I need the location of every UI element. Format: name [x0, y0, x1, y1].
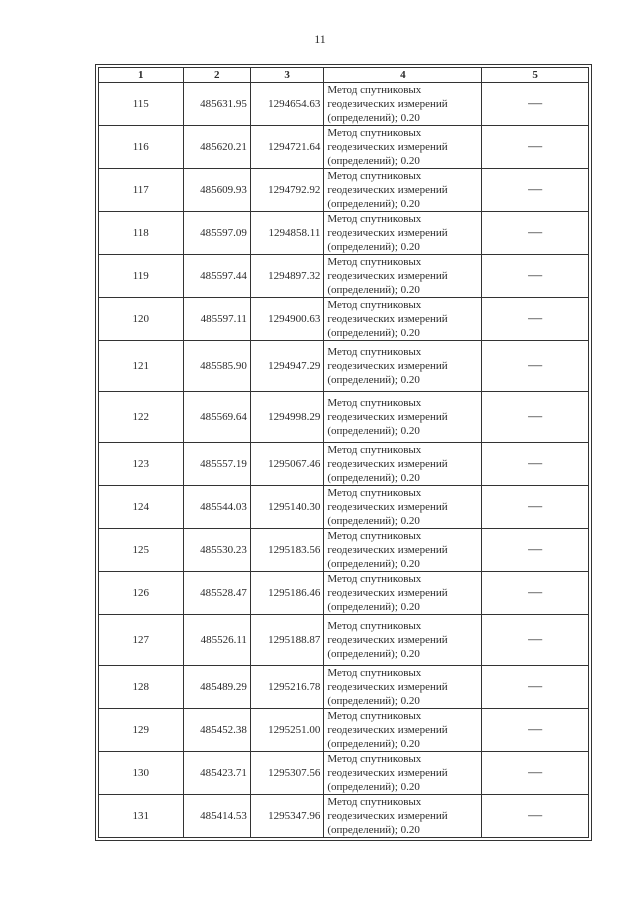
- coord-x: 485585.90: [183, 341, 250, 392]
- header-col-1: 1: [99, 68, 184, 83]
- method-line: (определений); 0.20: [327, 425, 420, 437]
- method-line: геодезических измерений: [327, 810, 448, 822]
- table-row: [99, 752, 589, 795]
- point-number: 115: [99, 83, 184, 126]
- method-cell: [324, 255, 482, 298]
- method-line: (определений); 0.20: [327, 112, 420, 124]
- method-cell: [324, 709, 482, 752]
- coord-x: 485609.93: [183, 169, 250, 212]
- method-line: геодезических измерений: [327, 313, 448, 325]
- coord-x: 485526.11: [183, 615, 250, 666]
- table-row: [99, 795, 589, 838]
- coord-x: 485528.47: [183, 572, 250, 615]
- description-cell: —: [482, 212, 589, 255]
- table-row: [99, 83, 589, 126]
- table-row: [99, 341, 589, 392]
- coordinates-table: [98, 67, 589, 838]
- coord-x: 485452.38: [183, 709, 250, 752]
- coord-y: 1295186.46: [250, 572, 323, 615]
- method-line: геодезических измерений: [327, 98, 448, 110]
- method-line: Метод спутниковых: [327, 530, 422, 542]
- table-row: [99, 486, 589, 529]
- method-line: Метод спутниковых: [327, 299, 422, 311]
- method-line: Метод спутниковых: [327, 667, 422, 679]
- coord-y: 1295347.96: [250, 795, 323, 838]
- coord-y: 1295140.30: [250, 486, 323, 529]
- coord-x: 485631.95: [183, 83, 250, 126]
- description-cell: —: [482, 298, 589, 341]
- coord-y: 1294897.32: [250, 255, 323, 298]
- description-cell: —: [482, 255, 589, 298]
- method-line: (определений); 0.20: [327, 738, 420, 750]
- point-number: 122: [99, 392, 184, 443]
- method-line: геодезических измерений: [327, 458, 448, 470]
- point-number: 130: [99, 752, 184, 795]
- point-number: 129: [99, 709, 184, 752]
- point-number: 116: [99, 126, 184, 169]
- table-row: [99, 666, 589, 709]
- coord-x: 485620.21: [183, 126, 250, 169]
- coord-x: 485414.53: [183, 795, 250, 838]
- table-row: [99, 572, 589, 615]
- table-row: [99, 709, 589, 752]
- method-line: Метод спутниковых: [327, 170, 422, 182]
- description-cell: —: [482, 795, 589, 838]
- method-cell: [324, 486, 482, 529]
- coordinates-table-frame: [95, 64, 592, 841]
- point-number: 126: [99, 572, 184, 615]
- description-cell: —: [482, 392, 589, 443]
- description-cell: —: [482, 126, 589, 169]
- method-line: (определений); 0.20: [327, 558, 420, 570]
- method-line: Метод спутниковых: [327, 796, 422, 808]
- method-line: (определений); 0.20: [327, 284, 420, 296]
- description-cell: —: [482, 666, 589, 709]
- method-line: геодезических измерений: [327, 544, 448, 556]
- description-cell: —: [482, 341, 589, 392]
- coord-y: 1295307.56: [250, 752, 323, 795]
- method-line: Метод спутниковых: [327, 127, 422, 139]
- method-line: Метод спутниковых: [327, 397, 422, 409]
- table-row: [99, 615, 589, 666]
- coord-y: 1295216.78: [250, 666, 323, 709]
- point-number: 123: [99, 443, 184, 486]
- coord-x: 485423.71: [183, 752, 250, 795]
- method-cell: [324, 341, 482, 392]
- coord-x: 485597.09: [183, 212, 250, 255]
- method-cell: [324, 169, 482, 212]
- coord-x: 485489.29: [183, 666, 250, 709]
- method-line: Метод спутниковых: [327, 256, 422, 268]
- table-row: [99, 255, 589, 298]
- method-line: (определений); 0.20: [327, 374, 420, 386]
- point-number: 125: [99, 529, 184, 572]
- method-line: геодезических измерений: [327, 501, 448, 513]
- method-line: Метод спутниковых: [327, 620, 422, 632]
- point-number: 124: [99, 486, 184, 529]
- method-line: геодезических измерений: [327, 634, 448, 646]
- point-number: 131: [99, 795, 184, 838]
- method-line: Метод спутниковых: [327, 573, 422, 585]
- description-cell: —: [482, 83, 589, 126]
- method-line: геодезических измерений: [327, 411, 448, 423]
- coord-y: 1294654.63: [250, 83, 323, 126]
- point-number: 117: [99, 169, 184, 212]
- coord-x: 485544.03: [183, 486, 250, 529]
- page-number: 11: [314, 32, 326, 46]
- method-cell: [324, 615, 482, 666]
- method-cell: [324, 752, 482, 795]
- method-cell: [324, 666, 482, 709]
- method-line: Метод спутниковых: [327, 710, 422, 722]
- method-line: (определений); 0.20: [327, 515, 420, 527]
- method-line: Метод спутниковых: [327, 84, 422, 96]
- coord-y: 1294900.63: [250, 298, 323, 341]
- point-number: 119: [99, 255, 184, 298]
- coord-x: 485530.23: [183, 529, 250, 572]
- coord-x: 485597.11: [183, 298, 250, 341]
- header-row: [99, 68, 589, 83]
- method-line: (определений); 0.20: [327, 155, 420, 167]
- table-row: [99, 126, 589, 169]
- method-cell: [324, 795, 482, 838]
- method-line: Метод спутниковых: [327, 213, 422, 225]
- point-number: 120: [99, 298, 184, 341]
- description-cell: —: [482, 615, 589, 666]
- method-line: (определений); 0.20: [327, 601, 420, 613]
- description-cell: —: [482, 752, 589, 795]
- method-line: геодезических измерений: [327, 724, 448, 736]
- description-cell: —: [482, 443, 589, 486]
- method-line: (определений); 0.20: [327, 472, 420, 484]
- method-cell: [324, 298, 482, 341]
- header-col-3: 3: [250, 68, 323, 83]
- method-line: геодезических измерений: [327, 767, 448, 779]
- coord-y: 1295188.87: [250, 615, 323, 666]
- table-row: [99, 212, 589, 255]
- coord-x: 485557.19: [183, 443, 250, 486]
- method-line: (определений); 0.20: [327, 781, 420, 793]
- description-cell: —: [482, 486, 589, 529]
- method-line: (определений); 0.20: [327, 648, 420, 660]
- header-col-5: 5: [482, 68, 589, 83]
- method-line: (определений); 0.20: [327, 824, 420, 836]
- method-cell: [324, 212, 482, 255]
- method-cell: [324, 529, 482, 572]
- description-cell: —: [482, 529, 589, 572]
- method-line: геодезических измерений: [327, 587, 448, 599]
- header-col-4: 4: [324, 68, 482, 83]
- method-line: Метод спутниковых: [327, 346, 422, 358]
- method-line: геодезических измерений: [327, 227, 448, 239]
- method-line: (определений); 0.20: [327, 198, 420, 210]
- method-line: геодезических измерений: [327, 141, 448, 153]
- header-col-2: 2: [183, 68, 250, 83]
- method-cell: [324, 572, 482, 615]
- coord-x: 485569.64: [183, 392, 250, 443]
- coord-y: 1295183.56: [250, 529, 323, 572]
- table-row: [99, 169, 589, 212]
- method-cell: [324, 83, 482, 126]
- coord-y: 1294947.29: [250, 341, 323, 392]
- point-number: 128: [99, 666, 184, 709]
- coord-y: 1294858.11: [250, 212, 323, 255]
- point-number: 121: [99, 341, 184, 392]
- table-row: [99, 529, 589, 572]
- point-number: 127: [99, 615, 184, 666]
- method-line: Метод спутниковых: [327, 487, 422, 499]
- description-cell: —: [482, 709, 589, 752]
- coord-y: 1294721.64: [250, 126, 323, 169]
- method-line: геодезических измерений: [327, 681, 448, 693]
- method-line: геодезических измерений: [327, 184, 448, 196]
- method-line: (определений); 0.20: [327, 327, 420, 339]
- coord-y: 1295067.46: [250, 443, 323, 486]
- method-line: Метод спутниковых: [327, 444, 422, 456]
- description-cell: —: [482, 169, 589, 212]
- method-line: геодезических измерений: [327, 360, 448, 372]
- method-line: (определений); 0.20: [327, 695, 420, 707]
- method-cell: [324, 392, 482, 443]
- table-row: [99, 298, 589, 341]
- coord-x: 485597.44: [183, 255, 250, 298]
- method-cell: [324, 126, 482, 169]
- point-number: 118: [99, 212, 184, 255]
- method-line: геодезических измерений: [327, 270, 448, 282]
- table-row: [99, 392, 589, 443]
- coord-y: 1294792.92: [250, 169, 323, 212]
- table-row: [99, 443, 589, 486]
- coord-y: 1294998.29: [250, 392, 323, 443]
- method-cell: [324, 443, 482, 486]
- method-line: (определений); 0.20: [327, 241, 420, 253]
- coord-y: 1295251.00: [250, 709, 323, 752]
- description-cell: —: [482, 572, 589, 615]
- method-line: Метод спутниковых: [327, 753, 422, 765]
